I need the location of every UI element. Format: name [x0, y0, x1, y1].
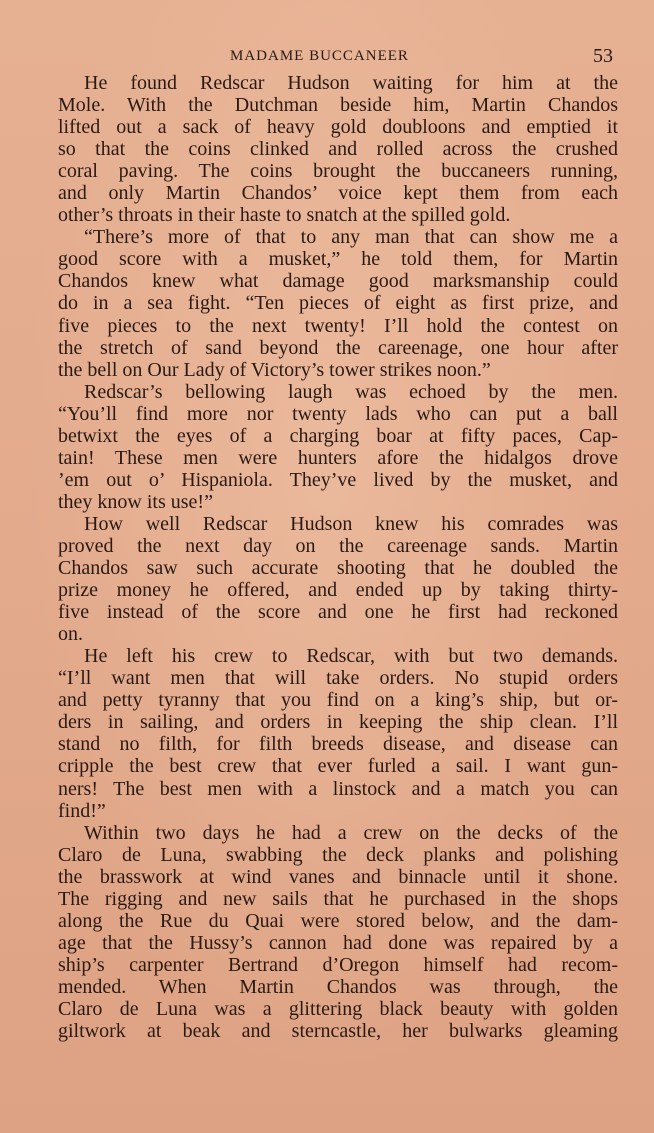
- page-header: [0, 44, 654, 70]
- text-line: Redscar’s bellowing laugh was echoed by the men.: [84, 380, 618, 403]
- text-line: the bell on Our Lady of Victory’s tower strikes noon.”: [58, 358, 491, 381]
- text-line: other’s throats in their haste to snatch at the spilled gold.: [58, 204, 511, 227]
- text-line: stand no filth, for filth breeds disease, and disease can: [58, 733, 618, 756]
- text-line: Claro de Luna, swabbing the deck planks and polishing: [58, 843, 618, 866]
- text-line: ’em out o’ Hispaniola. They’ve lived by the musket, and: [58, 468, 618, 491]
- text-line: lifted out a sack of heavy gold doubloons and emptied it: [58, 116, 618, 139]
- text-line: ders in sailing, and orders in keeping the ship clean. I’ll: [58, 711, 618, 734]
- text-line: prize money he offered, and ended up by taking thirty-: [58, 579, 618, 602]
- text-line: find!”: [58, 799, 106, 822]
- text-line: on.: [58, 623, 83, 646]
- text-line: Chandos knew what damage good marksmanship could: [58, 270, 618, 293]
- text-line: the brasswork at wind vanes and binnacle until it shone.: [58, 865, 618, 888]
- text-line: How well Redscar Hudson knew his comrades was: [84, 512, 618, 535]
- text-line: Claro de Luna was a glittering black beauty with golden: [58, 997, 618, 1020]
- text-line: coral paving. The coins brought the buccaneers running,: [58, 160, 618, 183]
- text-line: “I’ll want men that will take orders. No stupid orders: [58, 667, 618, 690]
- text-line: so that the coins clinked and rolled across the crushed: [58, 138, 618, 161]
- text-line: “There’s more of that to any man that can show me a: [84, 226, 618, 249]
- page-number: 53: [593, 45, 613, 67]
- text-line: Within two days he had a crew on the decks of the: [84, 821, 618, 844]
- text-line: ship’s carpenter Bertrand d’Oregon himself had recom-: [58, 953, 618, 976]
- text-line: giltwork at beak and sterncastle, her bulwarks gleaming: [58, 1020, 618, 1043]
- text-line: proved the next day on the careenage sands. Martin: [58, 534, 618, 557]
- text-line: and only Martin Chandos’ voice kept them from each: [58, 182, 618, 205]
- text-line: age that the Hussy’s cannon had done was repaired by a: [58, 931, 618, 954]
- text-line: and petty tyranny that you find on a king’s ship, but or-: [58, 689, 618, 712]
- text-line: betwixt the eyes of a charging boar at fifty paces, Cap-: [58, 424, 618, 447]
- text-line: He found Redscar Hudson waiting for him at the: [84, 72, 618, 94]
- text-line: do in a sea fight. “Ten pieces of eight as first prize, and: [58, 292, 618, 315]
- text-line: five pieces to the next twenty! I’ll hold the contest on: [58, 314, 618, 337]
- body-text: [58, 72, 618, 1042]
- text-line: tain! These men were hunters afore the hidalgos drove: [58, 446, 618, 469]
- text-line: the stretch of sand beyond the careenage, one hour after: [58, 336, 618, 359]
- text-line: good score with a musket,” he told them, for Martin: [58, 248, 618, 271]
- text-line: “You’ll find more nor twenty lads who can put a ball: [58, 402, 618, 425]
- text-line: Chandos saw such accurate shooting that he doubled the: [58, 557, 618, 580]
- text-line: The rigging and new sails that he purchased in the shops: [58, 887, 618, 910]
- text-line: cripple the best crew that ever furled a sail. I want gun-: [58, 755, 618, 778]
- text-line: He left his crew to Redscar, with but two demands.: [84, 645, 618, 668]
- text-line: ners! The best men with a linstock and a match you can: [58, 777, 618, 800]
- text-line: they know its use!”: [58, 490, 213, 513]
- text-line: mended. When Martin Chandos was through, the: [58, 975, 618, 998]
- text-line: five instead of the score and one he first had reckoned: [58, 601, 618, 624]
- running-head: MADAME BUCCANEER: [230, 48, 409, 64]
- text-line: along the Rue du Quai were stored below, and the dam-: [58, 909, 618, 932]
- text-line: Mole. With the Dutchman beside him, Martin Chandos: [58, 94, 618, 117]
